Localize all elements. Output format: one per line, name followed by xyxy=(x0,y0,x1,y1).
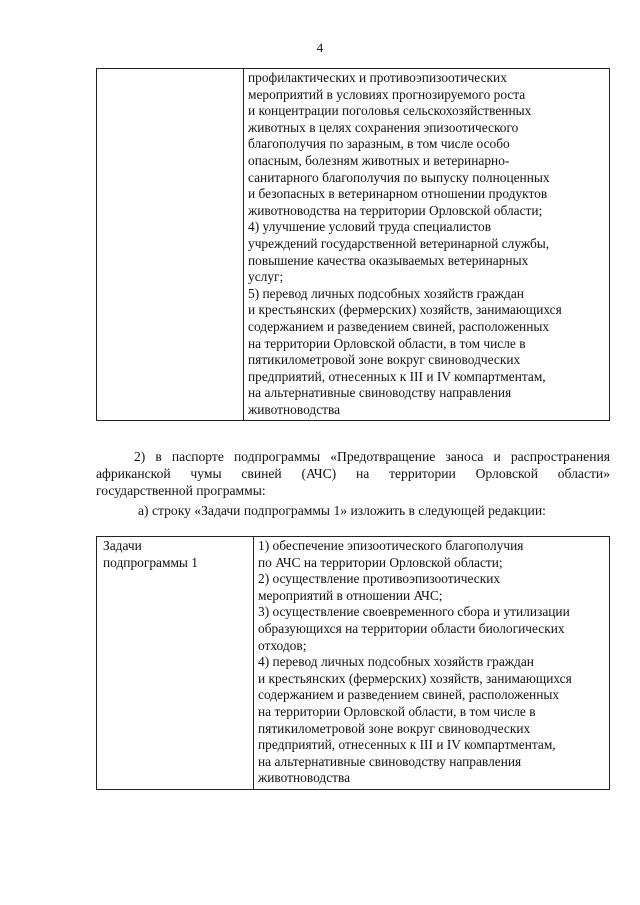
text-line: на территории Орловской области, в том числе в xyxy=(248,335,526,351)
continuation-table xyxy=(96,68,610,421)
text-line: 2) в паспорте подпрограммы «Предотвращение заноса и распространения xyxy=(134,449,610,464)
text-line: животноводства xyxy=(248,401,341,417)
text-line: предприятий, отнесенных к III и IV компартментам, xyxy=(248,368,546,384)
amendment-subparagraph xyxy=(96,502,610,519)
page-number: 4 xyxy=(316,40,324,55)
table-row xyxy=(97,69,610,421)
text-line: а) строку «Задачи подпрограммы 1» изложить в следующей редакции: xyxy=(138,503,546,518)
text-line: и безопасных в ветеринарном отношении продуктов xyxy=(248,186,548,202)
text-line: мероприятий в отношении АЧС; xyxy=(258,587,443,603)
tasks-text-cell xyxy=(244,69,610,421)
text-line: 4) улучшение условий труда специалистов xyxy=(248,219,492,235)
text-line: 5) перевод личных подсобных хозяйств граждан xyxy=(248,285,524,301)
text-line: повышение качества оказываемых ветеринарных xyxy=(248,252,529,268)
text-line: и крестьянских (фермерских) хозяйств, занимающихся xyxy=(248,302,562,318)
text-line: содержанием и разведением свиней, расположенных xyxy=(258,687,560,703)
subprogram-tasks-table xyxy=(96,536,610,790)
text-line: на альтернативные свиноводству направления xyxy=(258,753,522,769)
text-line: отходов; xyxy=(258,637,307,653)
amendment-paragraph xyxy=(96,448,610,499)
text-line: санитарного благополучия по выпуску полноценных xyxy=(248,169,550,185)
text-line: содержанием и разведением свиней, расположенных xyxy=(248,318,550,334)
text-line: животноводства xyxy=(258,770,351,786)
text-line: по АЧС на территории Орловской области; xyxy=(258,554,503,570)
text-line: профилактических и противоэпизоотических xyxy=(248,70,507,85)
text-line: 3) осуществление своевременного сбора и утилизации xyxy=(258,604,570,620)
table-row xyxy=(97,537,610,790)
text-line: африканской чумы свиней (АЧС) на территории Орловской области» xyxy=(96,466,610,481)
text-line: на территории Орловской области, в том числе в xyxy=(258,703,536,719)
text-line: Задачи xyxy=(103,538,142,553)
text-line: и концентрации поголовья сельскохозяйственных xyxy=(248,103,532,119)
text-line: услуг; xyxy=(248,269,284,285)
row-label-cell xyxy=(97,537,254,790)
text-line: государственной программы: xyxy=(96,483,266,498)
text-line: мероприятий в условиях прогнозируемого роста xyxy=(248,86,526,102)
text-line: 2) осуществление противоэпизоотических xyxy=(258,571,501,587)
text-line: 4) перевод личных подсобных хозяйств граждан xyxy=(258,654,534,670)
text-line: на альтернативные свиноводству направления xyxy=(248,385,512,401)
tasks-text-cell xyxy=(254,537,610,790)
text-line: образующихся на территории области биологических xyxy=(258,620,565,636)
text-line: пятикилометровой зоне вокруг свиноводческих xyxy=(258,720,531,736)
table-cell-empty xyxy=(97,69,244,421)
text-line: и крестьянских (фермерских) хозяйств, занимающихся xyxy=(258,670,572,686)
text-line: животноводства на территории Орловской области; xyxy=(248,202,543,218)
text-line: подпрограммы 1 xyxy=(103,554,198,570)
text-line: предприятий, отнесенных к III и IV компартментам, xyxy=(258,737,556,753)
text-line: опасным, болезням животных и ветеринарно- xyxy=(248,152,510,168)
text-line: пятикилометровой зоне вокруг свиноводческих xyxy=(248,352,521,368)
text-line: учреждений государственной ветеринарной службы, xyxy=(248,235,550,251)
text-line: животных в целях сохранения эпизоотического xyxy=(248,119,519,135)
text-line: 1) обеспечение эпизоотического благополучия xyxy=(258,538,524,553)
text-line: благополучия по заразным, в том числе особо xyxy=(248,136,510,152)
